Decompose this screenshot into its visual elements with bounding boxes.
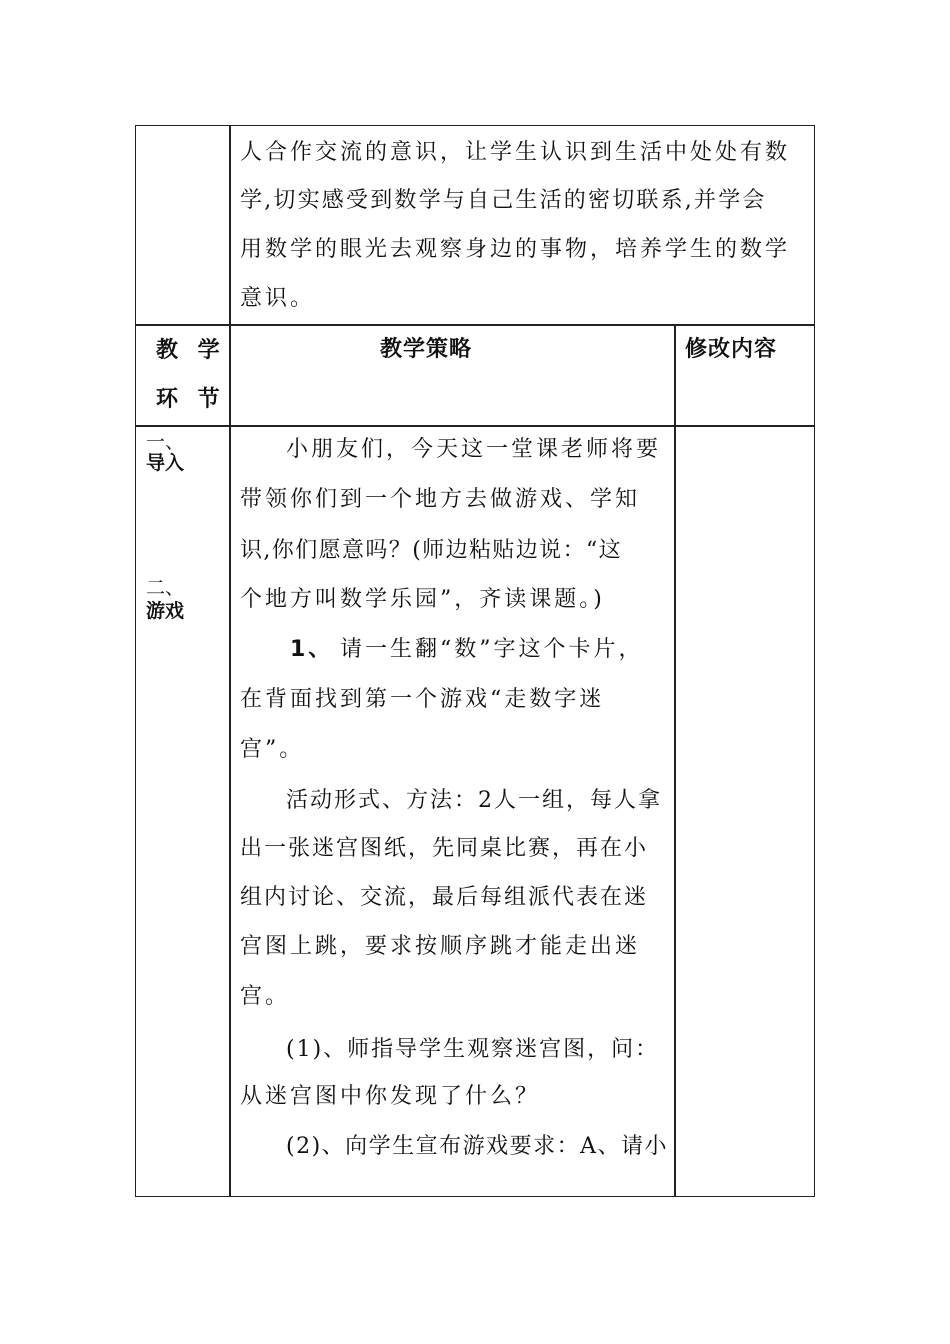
strategy-line: 个地方叫数学乐园”，齐读课题。)	[240, 587, 605, 612]
stage-number: 一、	[146, 431, 185, 453]
column-divider-2	[674, 324, 676, 1197]
objective-line: 意识。	[240, 286, 316, 311]
stage-name: 导入	[146, 452, 185, 474]
header-stage: 环 节	[156, 387, 226, 412]
strategy-line: 从迷宫图中你发现了什么？	[240, 1084, 541, 1109]
strategy-line: 组内讨论、交流，最后每组派代表在迷	[240, 885, 649, 910]
item-number: 1、	[290, 637, 334, 662]
strategy-line: (1)、师指导学生观察迷宫图，问：	[286, 1037, 660, 1062]
header-strategy: 教学策略	[380, 337, 473, 362]
row-divider-1	[135, 324, 815, 326]
strategy-line: 识,你们愿意吗？(师边粘贴边说：“这	[240, 538, 623, 563]
strategy-line: 请一生翻“数”字这个卡片，	[340, 637, 644, 662]
stage-number: 二、	[146, 577, 185, 599]
objective-line: 用数学的眼光去观察身边的事物，培养学生的数学	[240, 237, 791, 262]
strategy-line: (2)、向学生宣布游戏要求：A、请小	[286, 1134, 669, 1159]
objective-line: 人合作交流的意识，让学生认识到生活中处处有数	[240, 140, 791, 165]
column-divider-1	[229, 125, 231, 1197]
strategy-line: 宫。	[240, 984, 291, 1009]
row-divider-2	[135, 425, 815, 427]
strategy-line: 在背面找到第一个游戏“走数字迷	[240, 687, 605, 712]
header-revision: 修改内容	[685, 337, 778, 362]
strategy-line: 活动形式、方法：2人一组，每人拿	[286, 788, 662, 813]
strategy-line: 带领你们到一个地方去做游戏、学知	[240, 487, 641, 512]
strategy-line: 出一张迷宫图纸，先同桌比赛，再在小	[240, 836, 649, 861]
objective-line: 学,切实感受到数学与自己生活的密切联系,并学会	[240, 188, 767, 213]
strategy-line: 宫”。	[240, 737, 305, 762]
strategy-line: 小朋友们，今天这一堂课老师将要	[286, 437, 662, 462]
stage-name: 游戏	[146, 600, 185, 622]
strategy-line: 宫图上跳，要求按顺序跳才能走出迷	[240, 934, 641, 959]
header-stage: 教 学	[156, 338, 226, 363]
